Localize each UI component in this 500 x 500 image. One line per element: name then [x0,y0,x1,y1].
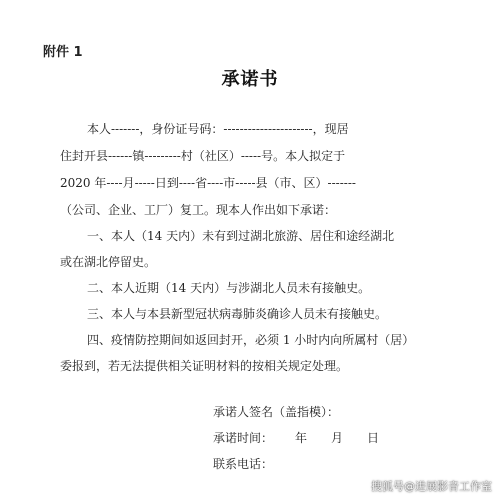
date-label: 承诺时间： [213,431,274,445]
body-line: 本人-------，身份证号码：----------------------，现居 [87,122,349,136]
body-line: 一、本人（14 天内）未有到过湖北旅游、居住和途经湖北 [87,229,395,243]
attachment-label: 附件 1 [43,45,83,60]
body-line: 三、本人与本县新型冠状病毒肺炎确诊人员未有接触史。 [87,307,388,321]
body-line: 或在湖北停留史。 [60,255,157,269]
body-line: 2020 年----月-----日到----省----市-----县（市、区）------- [60,176,356,190]
date-fields: 年 月 日 [295,431,380,445]
watermark: 搜狐号@进展影音工作室 [371,480,492,493]
document-title: 承诺书 [221,69,279,90]
date-row [213,430,379,446]
signer-label: 承诺人签名（盖指模）： [213,405,340,419]
body-line: 委报到，若无法提供相关证明材料的按相关规定处理。 [60,359,349,373]
body-line: （公司、企业、工厂）复工。现本人作出如下承诺： [60,203,337,217]
phone-label: 联系电话： [213,457,274,471]
body-line: 二、本人近期（14 天内）与涉湖北人员未有接触史。 [87,281,371,295]
body-line: 四、疫情防控期间如返回封开，必须 1 小时内向所属村（居） [87,333,415,347]
body-line: 住封开县------镇---------村（社区）-----号。本人拟定于 [60,149,346,163]
